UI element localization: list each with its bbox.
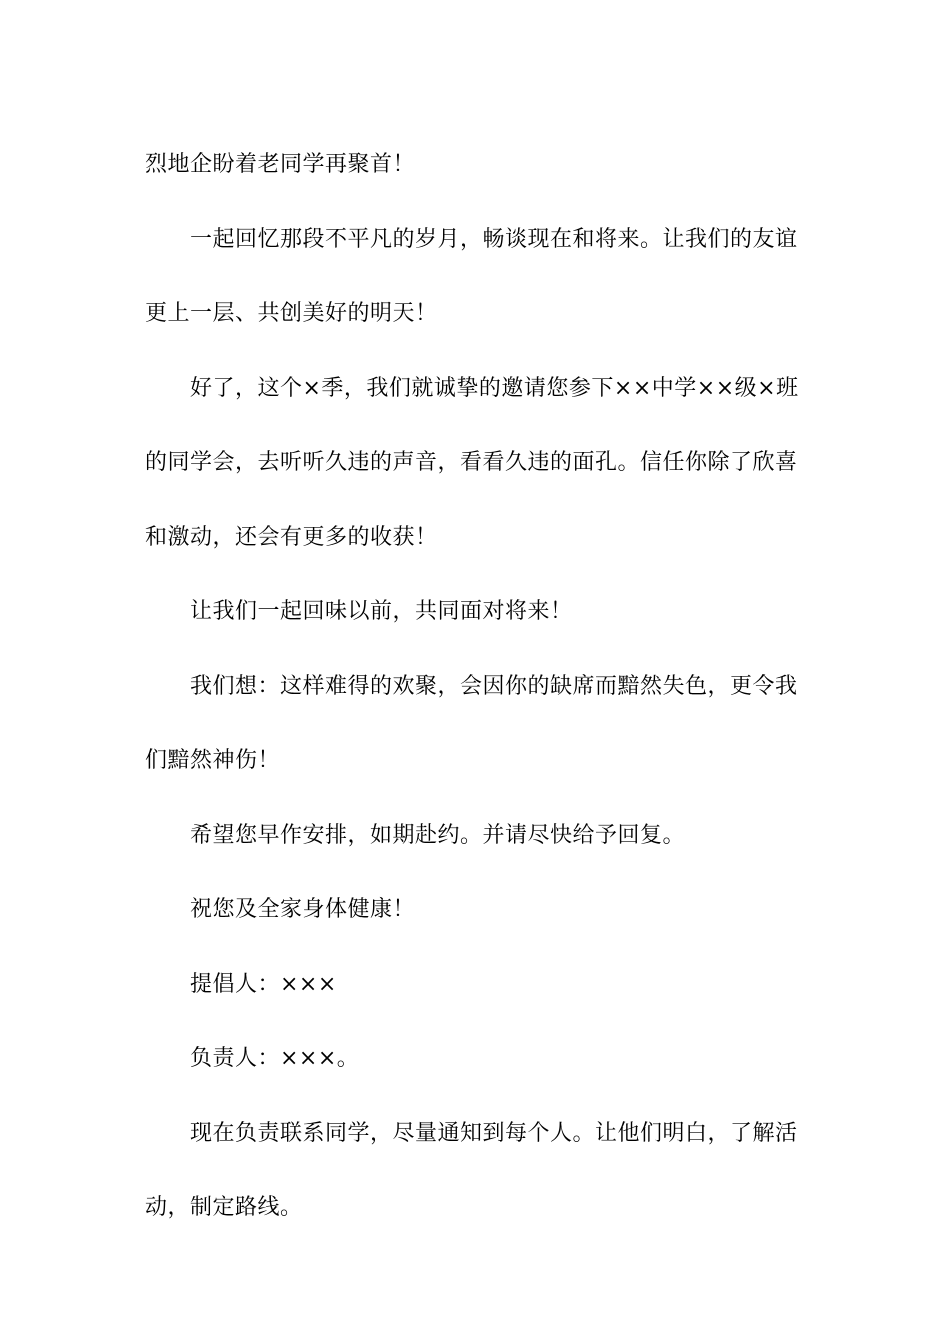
paragraph-absence: 我们想：这样难得的欢聚，会因你的缺席而黯然失色，更令我们黯然神伤！	[145, 673, 798, 773]
paragraph-contact: 现在负责联系同学，尽量通知到每个人。让他们明白，了解活动，制定路线。	[145, 1120, 798, 1220]
paragraph-invitation: 好了，这个×季，我们就诚挚的邀请您参下××中学××级×班的同学会，去听听久违的声音，看看久违的面孔。信任你除了欣喜和激动，还会有更多的收获！	[145, 375, 799, 550]
document-body	[145, 128, 805, 1246]
paragraph-organizer: 负责人：×××。	[190, 1046, 360, 1071]
paragraph-continuation: 烈地企盼着老同学再聚首！	[145, 152, 416, 177]
paragraph-wishes: 祝您及全家身体健康！	[190, 897, 416, 922]
paragraph-reminisce: 一起回忆那段不平凡的岁月，畅谈现在和将来。让我们的友谊更上一层、共创美好的明天！	[145, 226, 798, 326]
paragraph-initiator: 提倡人：×××	[190, 971, 337, 997]
paragraph-rsvp: 希望您早作安排，如期赴约。并请尽快给予回复。	[190, 822, 686, 848]
paragraph-look-back: 让我们一起回味以前，共同面对将来！	[190, 599, 573, 624]
